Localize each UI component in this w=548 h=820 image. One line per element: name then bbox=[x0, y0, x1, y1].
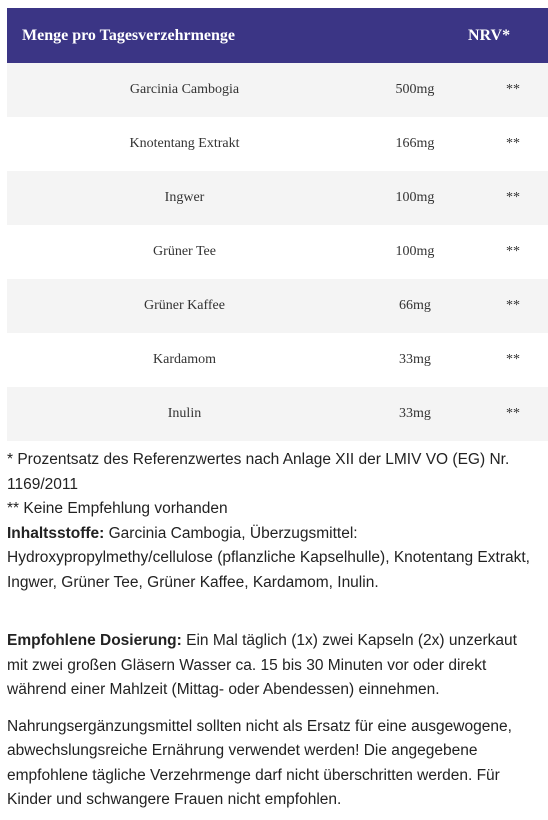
table-row bbox=[7, 387, 548, 441]
ingredient-name: Kardamom bbox=[153, 352, 216, 367]
ingredients-paragraph bbox=[7, 522, 541, 596]
ingredient-nrv: ** bbox=[506, 136, 520, 151]
header-nrv: NRV* bbox=[468, 26, 511, 44]
table-header-row bbox=[7, 8, 548, 63]
ingredient-name: Grüner Tee bbox=[153, 244, 216, 259]
dosage-text: Ein Mal täglich (1x) zwei Kapseln (2x) unzerkaut mit zwei großen Gläsern Wasser ca. 15 bis 30 Minuten vor oder direkt während einer Mahlzeit (Mittag- oder Abendessen) einnehmen. bbox=[7, 632, 517, 698]
header-amount bbox=[362, 8, 468, 63]
ingredient-nrv: ** bbox=[506, 82, 520, 97]
spacer bbox=[7, 595, 541, 629]
ingredient-name: Ingwer bbox=[164, 190, 205, 205]
nutrition-table-container bbox=[7, 8, 543, 441]
ingredient-name: Knotentang Extrakt bbox=[129, 136, 240, 151]
table-row bbox=[7, 225, 548, 279]
nutrition-table bbox=[7, 8, 548, 441]
footnote-no-recommendation: ** Keine Empfehlung vorhanden bbox=[7, 500, 228, 517]
ingredient-name: Inulin bbox=[167, 406, 202, 421]
table-row bbox=[7, 63, 548, 117]
dosage-paragraph bbox=[7, 629, 541, 703]
table-row bbox=[7, 333, 548, 387]
table-body bbox=[7, 63, 548, 441]
warning-paragraph: Nahrungsergänzungsmittel sollten nicht als Ersatz für eine ausgewogene, abwechslungsreiche Ernährung verwendet werden! Die angegebene empfohlene tägliche Verzehrmenge darf nicht überschritten werden. Für Kinder und schwangere Frauen nicht empfohlen. bbox=[7, 717, 512, 808]
ingredient-amount: 66mg bbox=[399, 298, 431, 313]
ingredient-nrv: ** bbox=[506, 352, 520, 367]
ingredient-amount: 33mg bbox=[399, 352, 431, 367]
spacer bbox=[7, 703, 541, 715]
ingredient-nrv: ** bbox=[506, 406, 520, 421]
table-row bbox=[7, 171, 548, 225]
ingredient-amount: 33mg bbox=[399, 406, 431, 421]
ingredient-amount: 100mg bbox=[395, 244, 435, 259]
table-header bbox=[7, 8, 548, 63]
table-row bbox=[7, 117, 548, 171]
table-row bbox=[7, 279, 548, 333]
dosage-label: Empfohlene Dosierung: bbox=[7, 632, 182, 649]
ingredient-amount: 500mg bbox=[395, 82, 435, 97]
product-notes bbox=[7, 448, 541, 813]
ingredients-label: Inhaltsstoffe: bbox=[7, 524, 105, 542]
ingredient-amount: 100mg bbox=[395, 190, 435, 205]
ingredient-nrv: ** bbox=[506, 244, 520, 259]
header-name: Menge pro Tagesverzehrmenge bbox=[22, 26, 235, 44]
ingredient-name: Grüner Kaffee bbox=[144, 298, 225, 313]
ingredient-nrv: ** bbox=[506, 298, 520, 313]
ingredient-name: Garcinia Cambogia bbox=[129, 82, 240, 97]
ingredients-text: Garcinia Cambogia, Überzugsmittel: Hydroxypropylmethy/cellulose (pflanzliche Kapselhulle), Knotentang Extrakt, Ingwer, Grüner Tee, Grüner Kaffee, Kardamom, Inulin. bbox=[7, 524, 530, 591]
footnote-reference-value: * Prozentsatz des Referenzwertes nach Anlage XII der LMIV VO (EG) Nr. 1169/2011 bbox=[7, 451, 510, 493]
ingredient-amount: 166mg bbox=[395, 136, 435, 151]
ingredient-nrv: ** bbox=[506, 190, 520, 205]
